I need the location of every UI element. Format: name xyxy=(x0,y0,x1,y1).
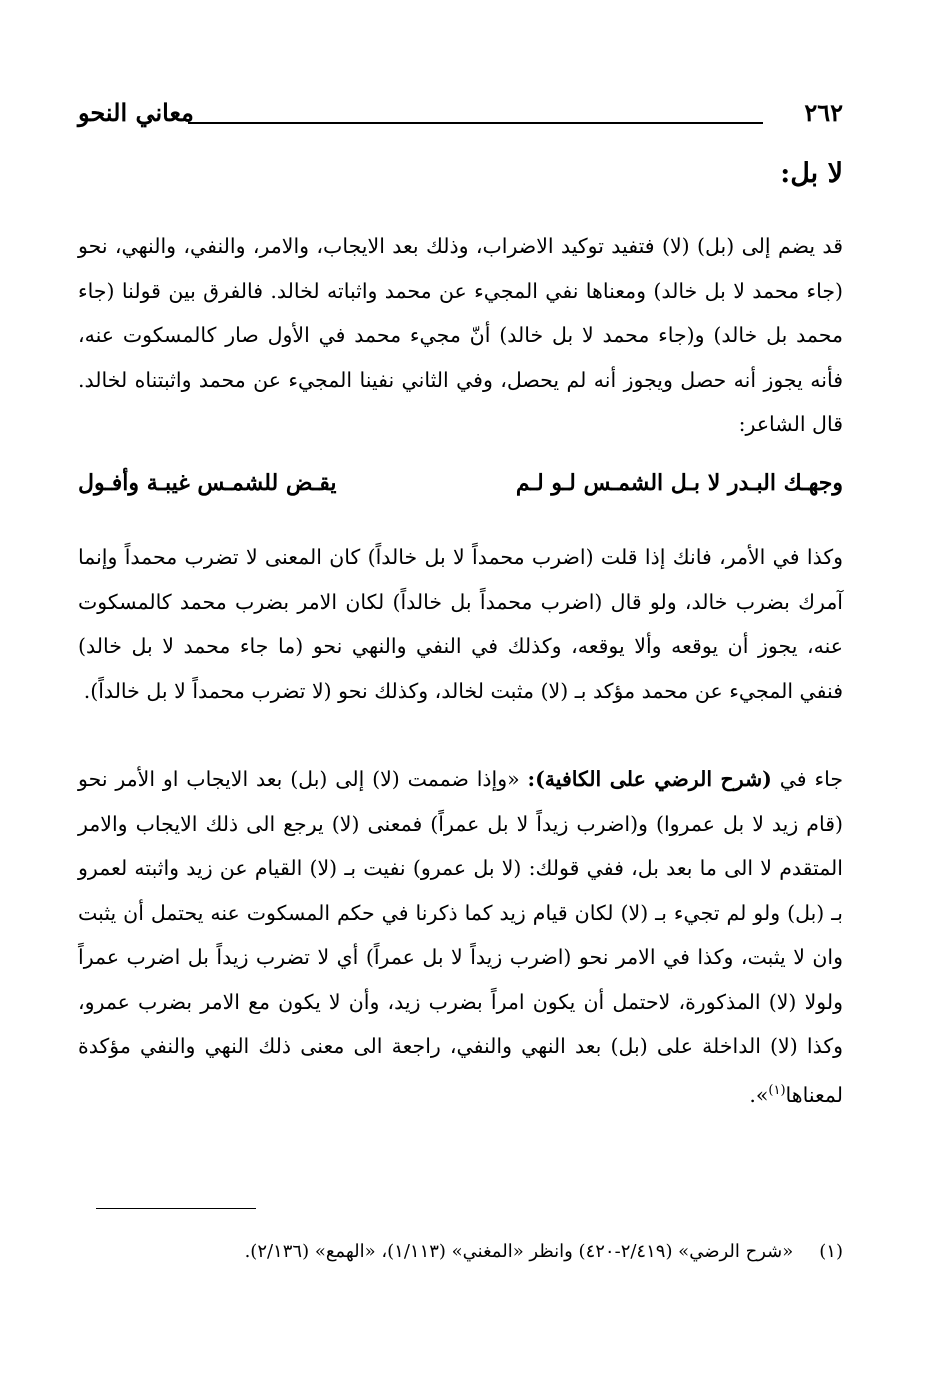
footnote-text: «شرح الرضي» (٢/٤١٩-٤٢٠) وانظر «المغني» (١/١١٣)، «الهمع» (٢/١٣٦). xyxy=(244,1241,794,1262)
footnote-number: (١) xyxy=(819,1241,843,1262)
footnote-reference[interactable]: (١) xyxy=(768,1082,786,1098)
verse-second-hemistich: يقـض للشمـس غيبـة وأفـول xyxy=(78,470,337,496)
verse-first-hemistich: وجهـك البـدر لا بـل الشمـس لـو لـم xyxy=(515,470,843,496)
footnote xyxy=(96,1238,843,1266)
section-title: لا بل: xyxy=(780,158,843,189)
header-rule xyxy=(188,122,763,124)
poetry-verse xyxy=(78,470,843,510)
paragraph-3-lead: جاء في xyxy=(771,767,843,791)
paragraph-3 xyxy=(78,757,843,1117)
paragraph-1: قد يضم إلى (بل) (لا) فتفيد توكيد الاضراب، وذلك بعد الايجاب، والامر، والنفي، والنهي، نحو (جاء محمد لا بل خالد) ومعناها نفي المجيء عن محمد واثباته لخالد. فالفرق بين قولنا (جاء محمد بل خالد) و(جاء محمد لا بل خالد) أنّ مجيء محمد في الأول صار كالمسكوت عنه، فأنه يجوز أنه حصل ويجوز أنه لم يحصل، وفي الثاني نفينا المجيء عن محمد واثبتناه لخالد. قال الشاعر: xyxy=(78,234,843,436)
running-title: معاني النحو xyxy=(78,98,194,127)
paragraph-2: وكذا في الأمر، فانك إذا قلت (اضرب محمداً لا بل خالداً) كان المعنى لا تضرب محمداً وإنما آمرك بضرب خالد، ولو قال (اضرب محمداً بل خالداً) لكان الامر بضرب محمد كالمسكوت عنه، يجوز أن يوقعه وألا يوقعه، وكذلك في النفي والنهي نحو (ما جاء محمد لا بل خالد) فنفي المجيء عن محمد مؤكد بـ (لا) مثبت لخالد، وكذلك نحو (لا تضرب محمداً لا بل خالداً). xyxy=(78,545,843,703)
footnote-separator xyxy=(96,1208,256,1209)
quotation-text: «وإذا ضممت (لا) إلى (بل) بعد الايجاب او الأمر نحو (قام زيد لا بل عمروا) و(اضرب زيداً لا بل عمراً) فمعنى (لا) يرجع الى ذلك الايجاب والامر المتقدم لا الى ما بعد بل، ففي قولك: (لا بل عمرو) نفيت بـ (لا) القيام عن زيد واثبته لعمرو بـ (بل) ولو لم تجيء بـ (لا) لكان قيام زيد كما ذكرنا في حكم المسكوت عنه يحتمل أن يثبت وان لا يثبت، وكذا في الامر نحو (اضرب زيداً لا بل عمراً) أي لا تضرب زيداً بل اضرب عمراً ولولا (لا) المذكورة، لاحتمل أن يكون امراً بضرب زيد، وأن لا يكون مع الامر بضرب عمرو، وكذا (لا) الداخلة على (بل) بعد النهي والنفي، راجعة الى معنى ذلك النهي والنفي مؤكدة لمعناها xyxy=(78,767,843,1107)
cited-source-title: (شرح الرضي على الكافية): xyxy=(527,767,772,791)
page-number: ٢٦٢ xyxy=(804,98,843,127)
quotation-end: ». xyxy=(749,1082,769,1107)
page-header xyxy=(78,98,843,138)
